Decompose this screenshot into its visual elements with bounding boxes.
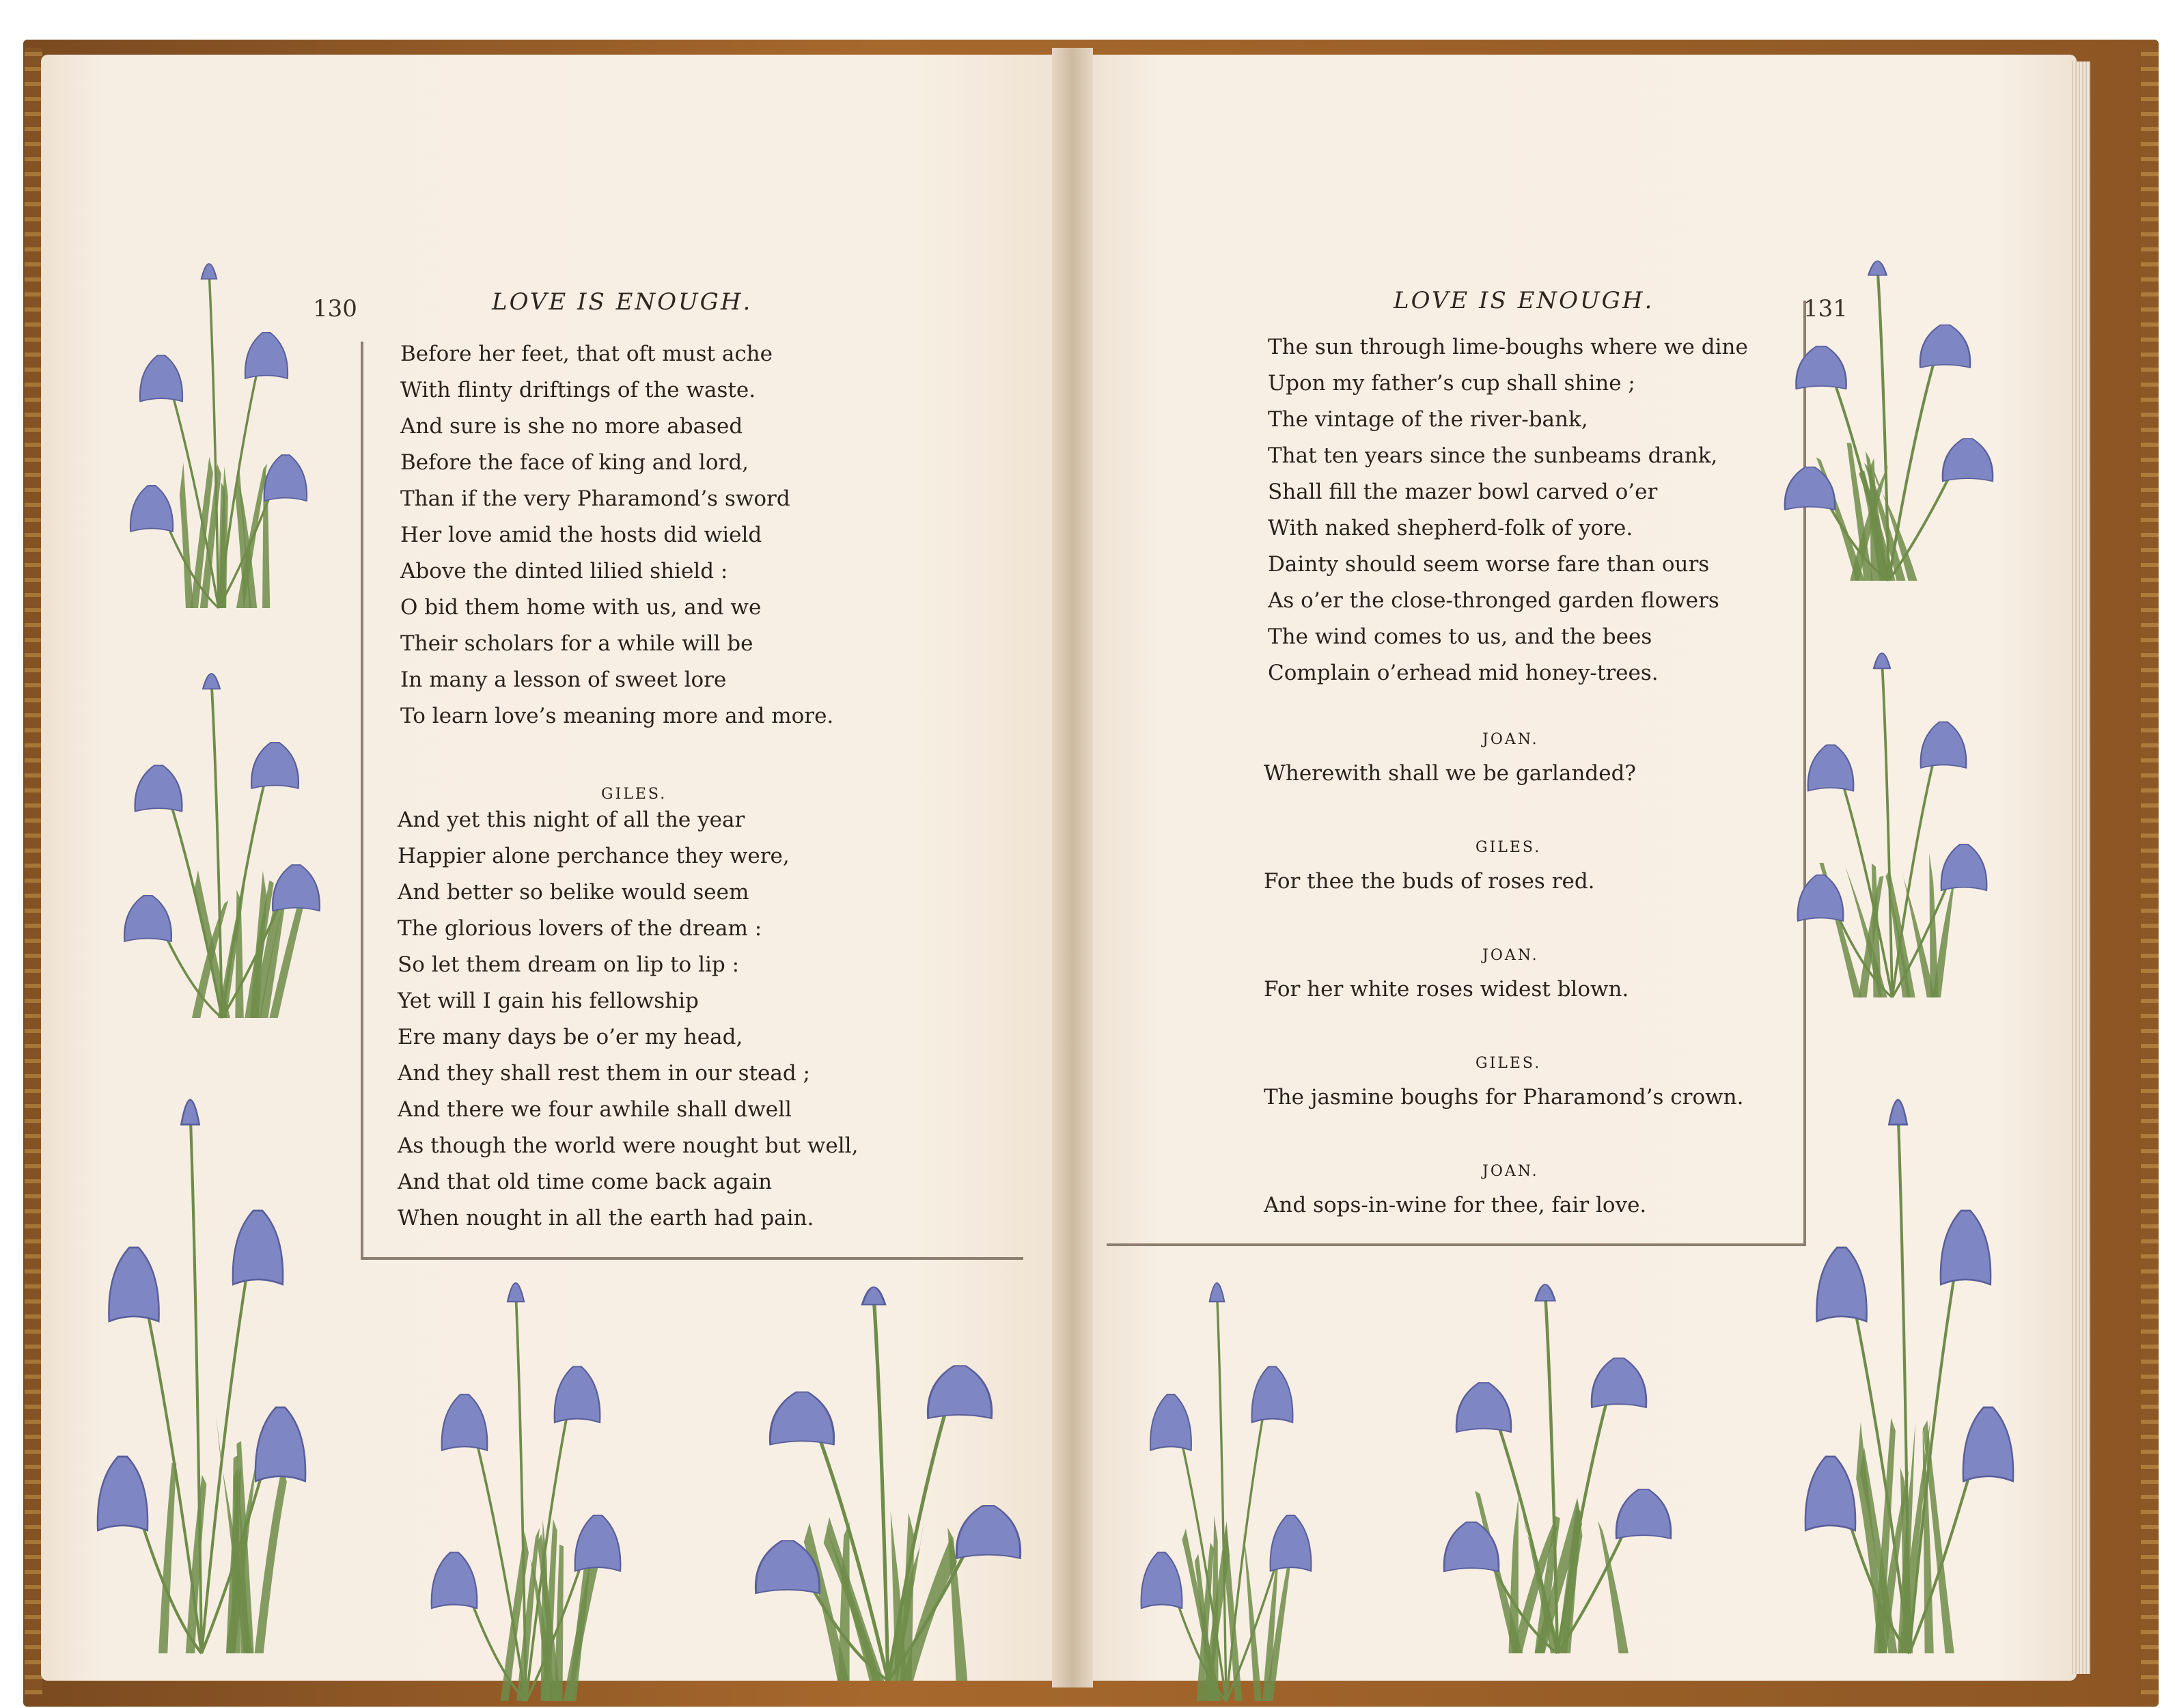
verse-line: And better so belike would seem: [398, 880, 749, 905]
harebell-flower-icon: [116, 635, 328, 1018]
verse-line: Above the dinted lilied shield :: [400, 559, 728, 583]
speaker-label: GILES.: [1476, 1055, 1542, 1072]
verse-line: So let them dream on lip to lip :: [398, 952, 740, 977]
harebell-flower-icon: [424, 1237, 628, 1701]
bell-blossom: [233, 1211, 283, 1284]
harebell-flower-icon: [1134, 1237, 1318, 1701]
bell-blossom: [124, 896, 171, 941]
bell-blossom: [862, 1287, 885, 1305]
flower-stem: [1217, 1293, 1227, 1701]
harebell-flower-icon: [1790, 615, 1995, 997]
grass-blade: [158, 1463, 176, 1653]
grass-blade: [255, 1465, 287, 1653]
grass-blade: [838, 1522, 850, 1681]
bell-blossom: [1592, 1358, 1646, 1407]
bell-blossom: [1941, 1211, 1991, 1284]
verse-line: To learn love’s meaning more and more.: [400, 704, 834, 728]
bell-blossom: [264, 455, 307, 501]
bell-blossom: [1456, 1383, 1511, 1432]
bell-blossom: [1963, 1407, 2013, 1481]
speaker-label: JOAN.: [1482, 731, 1539, 748]
bell-blossom: [1444, 1522, 1499, 1571]
harebell-flower-icon: [1776, 225, 2001, 581]
speaker-label: JOAN.: [1482, 1163, 1539, 1180]
cover-gilt-edge-right: [2141, 48, 2159, 1694]
verse-line: With naked shepherd-folk of yore.: [1268, 516, 1633, 540]
bell-blossom: [181, 1100, 199, 1125]
left-page-number: 130: [313, 295, 357, 322]
bell-blossom: [251, 743, 299, 788]
verse-line: O bid them home with us, and we: [400, 595, 762, 620]
bell-blossom: [1252, 1366, 1293, 1422]
verse-line: Their scholars for a while will be: [400, 631, 753, 656]
bell-blossom: [1941, 844, 1987, 890]
left-running-head: LOVE IS ENOUGH.: [492, 288, 753, 316]
right-page-number: 131: [1803, 295, 1848, 322]
bell-blossom: [135, 765, 182, 811]
verse-line: And they shall rest them in our stead ;: [398, 1061, 811, 1086]
grass-blade: [180, 463, 193, 608]
book-gutter: [1052, 48, 1093, 1688]
flower-stem: [516, 1293, 526, 1701]
bell-blossom: [575, 1515, 621, 1571]
bell-blossom: [770, 1392, 833, 1445]
bell-blossom: [203, 674, 220, 689]
harebell-flower-icon: [123, 225, 314, 608]
verse-line: The sun through lime-boughs where we dine: [1268, 335, 1748, 359]
verse-line: Dainty should seem worse fare than ours: [1268, 552, 1710, 577]
speaker-label: JOAN.: [1482, 947, 1539, 964]
bell-blossom: [1141, 1552, 1182, 1608]
bell-blossom: [1536, 1284, 1555, 1301]
dialogue-line: And sops-in-wine for thee, fair love.: [1264, 1193, 1647, 1217]
right-running-head: LOVE IS ENOUGH.: [1394, 287, 1654, 314]
bell-blossom: [98, 1457, 148, 1530]
harebell-flower-icon: [89, 1038, 314, 1653]
verse-line: With flinty driftings of the waste.: [400, 378, 756, 402]
flower-stem: [874, 1296, 888, 1681]
page-fore-edge: [2070, 61, 2090, 1674]
bell-blossom: [1150, 1394, 1191, 1450]
verse-line: The vintage of the river-bank,: [1268, 407, 1588, 432]
bell-blossom: [956, 1506, 1020, 1558]
bell-blossom: [1816, 1248, 1866, 1321]
bell-blossom: [1889, 1100, 1907, 1125]
left-speaker-giles: GILES.: [601, 786, 667, 803]
verse-line: Than if the very Pharamond’s sword: [400, 486, 790, 511]
verse-line: Her love amid the hosts did wield: [400, 523, 762, 547]
bell-blossom: [1805, 1457, 1855, 1530]
bell-blossom: [1271, 1515, 1312, 1571]
cover-gilt-edge-left: [25, 48, 42, 1694]
bell-blossom: [273, 865, 320, 911]
bell-blossom: [1868, 261, 1886, 275]
bell-blossom: [1921, 722, 1967, 768]
dialogue-line: Wherewith shall we be garlanded?: [1264, 761, 1637, 786]
verse-line: In many a lesson of sweet lore: [400, 667, 727, 692]
verse-line: Complain o’erhead mid honey-trees.: [1268, 661, 1659, 685]
verse-line: Yet will I gain his fellowship: [398, 989, 699, 1013]
dialogue-line: For thee the buds of roses red.: [1264, 869, 1595, 894]
bell-blossom: [245, 333, 288, 378]
grass-blade: [1509, 1496, 1519, 1653]
bell-blossom: [109, 1248, 158, 1321]
verse-line: As though the world were nought but well,: [398, 1133, 859, 1158]
flower-stem: [1882, 661, 1892, 997]
speaker-label: GILES.: [1476, 839, 1542, 856]
verse-line: Happier alone perchance they were,: [398, 844, 790, 868]
bell-blossom: [130, 486, 173, 532]
bell-blossom: [140, 355, 182, 401]
harebell-flower-icon: [1435, 1243, 1680, 1653]
verse-line: When nought in all the earth had pain.: [398, 1206, 814, 1230]
verse-line: The glorious lovers of the dream :: [398, 916, 762, 941]
bell-blossom: [508, 1283, 524, 1301]
bell-blossom: [202, 264, 217, 279]
verse-line: And that old time come back again: [398, 1170, 773, 1194]
bell-blossom: [1616, 1489, 1671, 1539]
bell-blossom: [432, 1552, 477, 1608]
bell-blossom: [1943, 439, 1993, 481]
bell-blossom: [1920, 325, 1970, 368]
grass-blade: [1598, 1521, 1629, 1653]
verse-line: The wind comes to us, and the bees: [1268, 624, 1652, 649]
harebell-flower-icon: [1797, 1038, 2022, 1653]
verse-line: And sure is she no more abased: [400, 414, 743, 439]
left-text-frame: [361, 342, 1023, 1260]
verse-line: Before the face of king and lord,: [400, 450, 749, 475]
bell-blossom: [1796, 346, 1846, 389]
verse-line: As o’er the close-thronged garden flowers: [1268, 588, 1719, 613]
verse-line: And there we four awhile shall dwell: [398, 1097, 792, 1122]
bell-blossom: [1210, 1283, 1225, 1301]
bell-blossom: [255, 1407, 305, 1481]
bell-blossom: [1874, 653, 1890, 668]
verse-line: Ere many days be o’er my head,: [398, 1025, 743, 1049]
verse-line: Shall fill the mazer bowl carved o’er: [1268, 480, 1658, 504]
verse-line: And yet this night of all the year: [398, 808, 745, 832]
bell-blossom: [1808, 745, 1854, 790]
bell-blossom: [1798, 875, 1844, 921]
verse-line: Upon my father’s cup shall shine ;: [1268, 371, 1635, 396]
dialogue-line: The jasmine boughs for Pharamond’s crown.: [1264, 1085, 1744, 1110]
verse-line: Before her feet, that oft must ache: [400, 342, 773, 366]
verse-line: That ten years since the sunbeams drank,: [1268, 443, 1718, 468]
bell-blossom: [928, 1366, 991, 1418]
harebell-flower-icon: [745, 1243, 1031, 1681]
bell-blossom: [442, 1394, 488, 1450]
bell-blossom: [555, 1366, 600, 1422]
dialogue-line: For her white roses widest blown.: [1264, 977, 1629, 1002]
bell-blossom: [1785, 467, 1835, 510]
